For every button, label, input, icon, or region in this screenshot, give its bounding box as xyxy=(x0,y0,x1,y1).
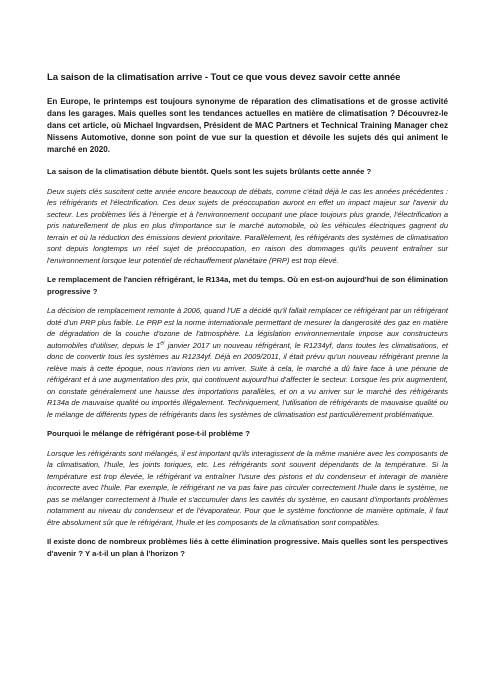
question-2: Le remplacement de l'ancien réfrigérant, le R134a, met du temps. Où en est-on aujourd'hui de son élimination progressive ? xyxy=(47,275,448,296)
answer-1: Deux sujets clés suscitent cette année encore beaucoup de débats, comme c'était déjà le cas les années précédentes : les réfrigérants et l'électrification. Ces deux sujets de préoccupation auront en effet un impact majeur sur l'avenir du secteur. Les problèmes liés à l'énergie et à l'environnement occupant une place toujours plus grande, l'électrification a pris naturellement de plus en plus d'importance sur le marché automobile, où les véhicules électriques gagnent du terrain et où la réduction des émissions devient prioritaire. Parallèlement, les réfrigérants des systèmes de climatisation sont depuis longtemps un réel sujet de préoccupation, en raison des dommages qu'ils peuvent entraîner sur l'environnement lorsque leur potentiel de réchauffement planétaire (PRP) est trop élevé. xyxy=(47,186,448,265)
answer-2-superscript: er xyxy=(160,340,165,346)
answer-2-part-1: La décision de remplacement remonte à 2006, quand l'UE a décidé qu'il fallait remplacer ce réfrigérant par un réfrigérant doté d'un PRP plus faible. Le PRP est la norme internationale permettant de mesurer la dangerosité des gaz en matière de dégradation de la couche d'ozone de l'atmosphère. La législation environnementale impose aux constructeurs automobiles d'utiliser, depuis le 1 xyxy=(47,306,448,350)
answer-3: Lorsque les réfrigérants sont mélangés, il est important qu'ils interagissent de la même manière avec les composants de la climatisation, l'huile, les joints toriques, etc. Les réfrigérants sont souvent dépendants de la température. Si la température est trop élevée, le réfrigérant va entraîner l'usure des pistons et du condenseur et interagir de manière incorrecte avec l'huile. Par exemple, le réfrigérant ne va pas faire pas circuler correctement l'huile dans le système, ne pas se mélanger correctement à l'huile et s'accumuler dans les cavités du système, en causant d'importants problèmes notamment au niveau du condenseur et de l'évaporateur. Pour que le système fonctionne de manière optimale, il faut être absolument sûr que le réfrigérant, l'huile et les composants de la climatisation sont compatibles. xyxy=(47,448,448,527)
article-title: La saison de la climatisation arrive - Tout ce que vous devez savoir cette année xyxy=(47,72,401,83)
question-1: La saison de la climatisation débute bientôt. Quels sont les sujets brûlants cette année ? xyxy=(47,167,372,176)
answer-2 xyxy=(47,305,448,420)
answer-2-part-2: janvier 2017 un nouveau réfrigérant, le R1234yf, dans toutes les climatisations, et donc de convertir tous les systèmes au R1234yf. Déjà en 2009/2011, il était prévu qu'un nouveau réfrigérant prenne la relève mais à cette époque, nous n'avions rien vu arriver. Suite à cela, le marché a dû faire face à une pénurie de réfrigérant et à une augmentation des prix, qui continuent aujourd'hui d'affecter le secteur. Lorsque les prix augmentent, on constate généralement une hausse des importations parallèles, et on a vu arriver sur le marché des réfrigérants R134a de mauvaise qualité ou importés illégalement. Techniquement, l'utilisation de réfrigérants de mauvaise qualité ou le mélange de différents types de réfrigérants dans les systèmes de climatisation est particulièrement problématique. xyxy=(47,340,448,419)
question-4: Il existe donc de nombreux problèmes liés à cette élimination progressive. Mais quelles sont les perspectives d'avenir ? Y a-t-il un plan à l'horizon ? xyxy=(47,537,448,558)
article-lead: En Europe, le printemps est toujours synonyme de réparation des climatisations et de grosse activité dans les garages. Mais quelles sont les tendances actuelles en matière de climatisation ? Découvrez-le dans cet article, où Michael Ingvardsen, Président de MAC Partners et Technical Training Manager chez Nissens Automotive, donne son point de vue sur la question et dévoile les sujets dés qui animent le marché en 2020. xyxy=(47,97,448,154)
question-3: Pourquoi le mélange de réfrigérant pose-t-il problème ? xyxy=(47,429,250,438)
